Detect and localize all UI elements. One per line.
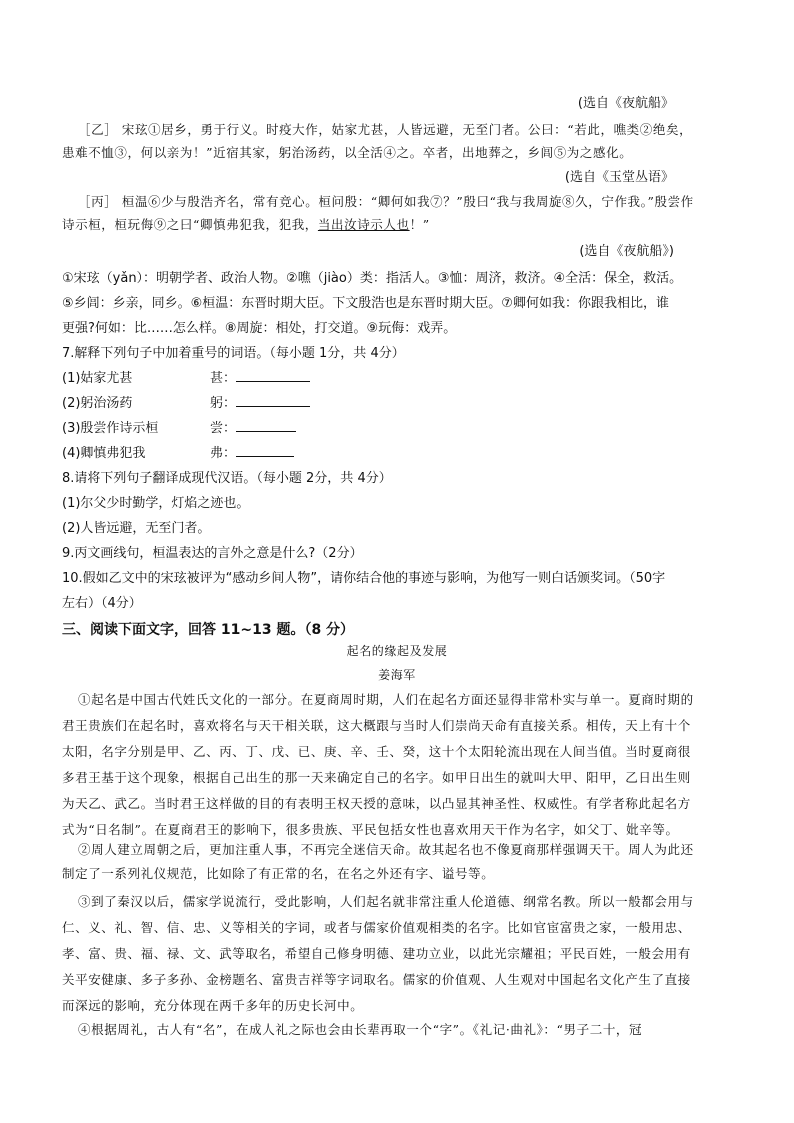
article-line: 仁、义、礼、智、信、忠、义等相关的字词，或者与儒家价值观相类的名字。比如官宦富贵之家，一般用忠、 — [62, 920, 691, 935]
question-10-line-2: 左右）（4分） — [62, 596, 142, 611]
q7-item-4: (4)卿慎弗犯我 — [62, 446, 146, 461]
article-line: 孝、富、贵、福、禄、文、武等取名，希望自己修身明德、建功立业，以此光宗耀祖；平民百姓，一般会用有 — [62, 946, 691, 961]
answer-blank[interactable] — [236, 394, 310, 407]
passage-yi-line-1: ［乙］ 宋玹①居乡，勇于行义。时疫大作，姑家尤甚，人皆远避，无至门者。公曰：“若此，噍类②绝矣， — [78, 122, 693, 137]
q8-item-2: (2)人皆远避，无至门者。 — [62, 521, 211, 536]
bing-line-2-start: 诗示桓，桓玩侮⑨之曰“卿慎弗犯我，犯我， — [62, 217, 318, 232]
article-title: 起名的缘起及发展 — [346, 644, 448, 658]
answer-blank[interactable] — [236, 419, 296, 432]
source-note-1: (选自《夜航船》 — [577, 96, 674, 111]
article-line: 关平安健康、多子多孙、金榜题名、富贵吉祥等字词取名。儒家的价值观、人生观对中国起名文化产生了直接 — [62, 972, 691, 987]
passage-bing-line-2 — [62, 215, 430, 233]
passage-yi-line-2: 患难不恤③，何以亲为！”近宿其家，躬治汤药，以全活④之。卒者，出地葬之，乡闾⑤为之感化。 — [62, 145, 633, 160]
answer-blank[interactable] — [236, 444, 294, 457]
question-7-title: 7.解释下列句子中加着重号的词语。（每小题 1分，共 4分） — [62, 346, 405, 361]
q7-item-1: (1)姑家尤甚 — [62, 371, 133, 386]
article-line: ③到了秦汉以后，儒家学说流行，受此影响，人们起名就非常注重人伦道德、纲常名教。所以一般都会用与 — [78, 894, 694, 909]
article-author: 姜海军 — [378, 668, 416, 682]
article-line: 君王贵族们在起名时，喜欢将名与天干相关联，这大概跟与当时人们崇尚天命有直接关系。相传，天上有十个 — [62, 718, 691, 733]
article-line: 太阳，名字分别是甲、乙、丙、丁、戊、已、庚、辛、壬、癸，这十个太阳轮流出现在人间当值。当时夏商很 — [62, 744, 691, 759]
annotation-line: ⑤乡闾：乡亲，同乡。⑥桓温：东晋时期大臣。下文殷浩也是东晋时期大臣。⑦卿何如我：你跟我相比，谁 — [62, 296, 669, 311]
answer-blank[interactable] — [236, 369, 310, 382]
passage-bing-line-1: ［丙］ 桓温⑥少与殷浩齐名，常有竞心。桓问殷：“卿何如我⑦？”殷曰“我与我周旋⑧久，宁作我。”殷尝作 — [78, 194, 694, 209]
q7-item-2: (2)躬治汤药 — [62, 396, 133, 411]
article-line: 为天乙、武乙。当时君王这样做的目的有表明王权天授的意味，以凸显其神圣性、权威性。有学者称此起名方 — [62, 796, 691, 811]
q7-item-3: (3)殷尝作诗示桓 — [62, 421, 159, 436]
question-9: 9.丙文画线句，桓温表达的言外之意是什么?（2分） — [62, 546, 363, 561]
article-line: ②周人建立周朝之后，更加注重人事，不再完全迷信天命。故其起名也不像夏商那样强调天干。周人为此还 — [78, 842, 694, 857]
article-line: 制定了一系列礼仪规范，比如除了有正常的名，在名之外还有字、谥号等。 — [62, 866, 495, 881]
q7-answer-4: 弗： — [210, 442, 294, 461]
underlined-sentence: 当出汝诗示人也 — [317, 217, 410, 232]
q8-item-1: (1)尔父少时勤学，灯焰之迹也。 — [62, 496, 250, 511]
source-note-3: (选自《夜航船》) — [579, 244, 674, 259]
section-3-heading: 三、阅读下面文字，回答 11~13 题。（8 分） — [62, 622, 355, 638]
question-10-line-1: 10.假如乙文中的宋玹被评为“感动乡间人物”，请你结合他的事迹与影响，为他写一则白话颁奖词。（50字 — [62, 571, 666, 586]
annotation-line: ①宋玹（yǎn）：明朝学者、政治人物。②噍（jiào）类：指活人。③恤：周济，救济。④全活：保全，救活。 — [62, 271, 683, 286]
article-line: 而深远的影响，充分体现在两千多年的历史长河中。 — [62, 998, 364, 1013]
article-line: ④根据周礼，古人有“名”，在成人礼之际也会由长辈再取一个“字”。《礼记·曲礼》：“男子二十，冠 — [78, 1022, 643, 1037]
bing-line-2-end: ！” — [409, 217, 430, 232]
article-line: ①起名是中国古代姓氏文化的一部分。在夏商周时期，人们在起名方面还显得非常朴实与单一。夏商时期的 — [78, 692, 694, 707]
annotation-line: 更强?何如：比……怎么样。⑧周旋：相处，打交道。⑨玩侮：戏弄。 — [62, 321, 457, 336]
q7-answer-3: 尝： — [210, 417, 296, 436]
article-line: 式为“日名制”。在夏商君王的影响下，很多贵族、平民包括女性也喜欢用天干作为名字，如父丁、妣辛等。 — [62, 822, 679, 837]
source-note-2: (选自《玉堂丛语》 — [564, 170, 674, 185]
article-line: 多君王基于这个现象，根据自己出生的那一天来确定自己的名字。如甲日出生的就叫大甲、阳甲，乙日出生则 — [62, 770, 691, 785]
q7-answer-2: 躬： — [210, 392, 310, 411]
question-8-title: 8.请将下列句子翻译成现代汉语。（每小题 2分，共 4分） — [62, 471, 392, 486]
q7-answer-1: 甚： — [210, 367, 310, 386]
